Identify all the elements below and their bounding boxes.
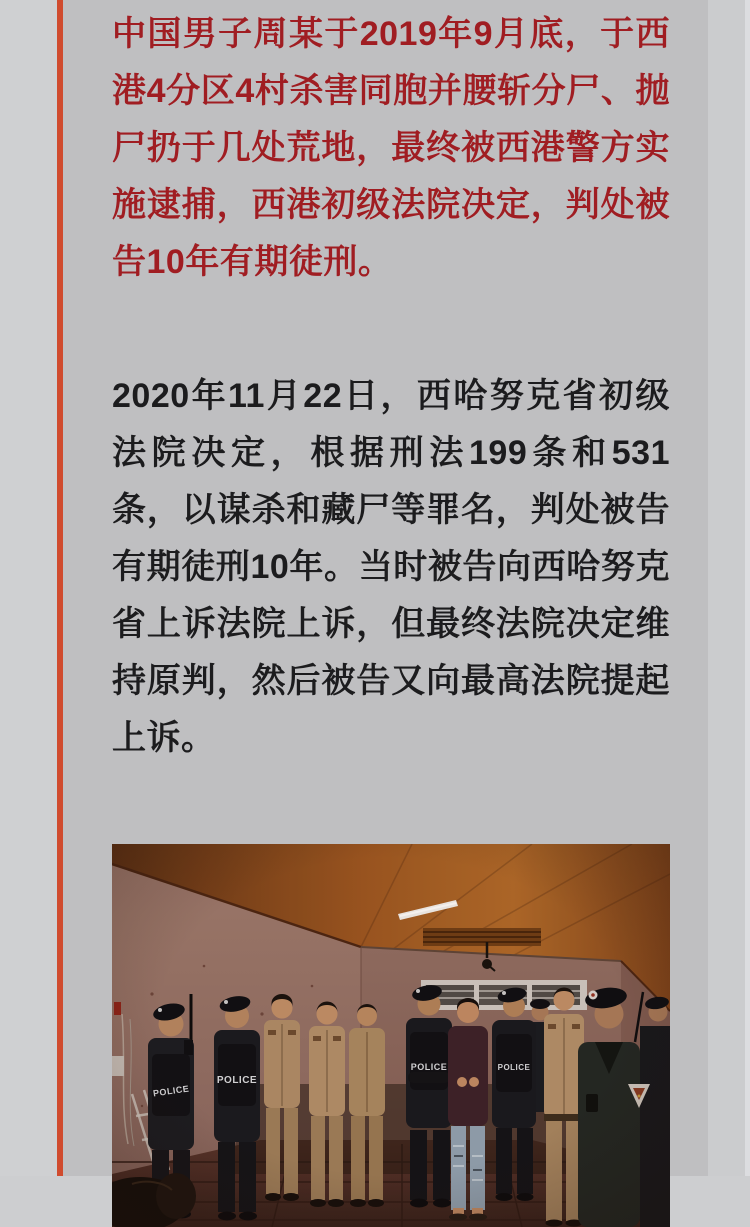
article-card xyxy=(63,0,708,1176)
article-body xyxy=(112,6,670,1227)
right-margin xyxy=(708,0,750,1176)
article-photo[interactable] xyxy=(112,844,670,1227)
left-margin xyxy=(0,0,57,1176)
paragraph-1: 中国男子周某于2019年9月底，于西港4分区4村杀害同胞并腰斩分尸、抛尸扔于几处荒地，最终被西港警方实施逮捕，西港初级法院决定，判处被告10年有期徒刑。 xyxy=(112,15,670,281)
paragraph-2: 2020年11月22日，西哈努克省初级法院决定，根据刑法199条和531条，以谋杀和藏尸等罪名，判处被告有期徒刑10年。当时被告向西哈努克省上诉法院上诉，但最终法院决定维持原判，然后被告又向最高法院提起上诉。 xyxy=(112,377,670,757)
right-edge-highlight xyxy=(745,0,750,1176)
